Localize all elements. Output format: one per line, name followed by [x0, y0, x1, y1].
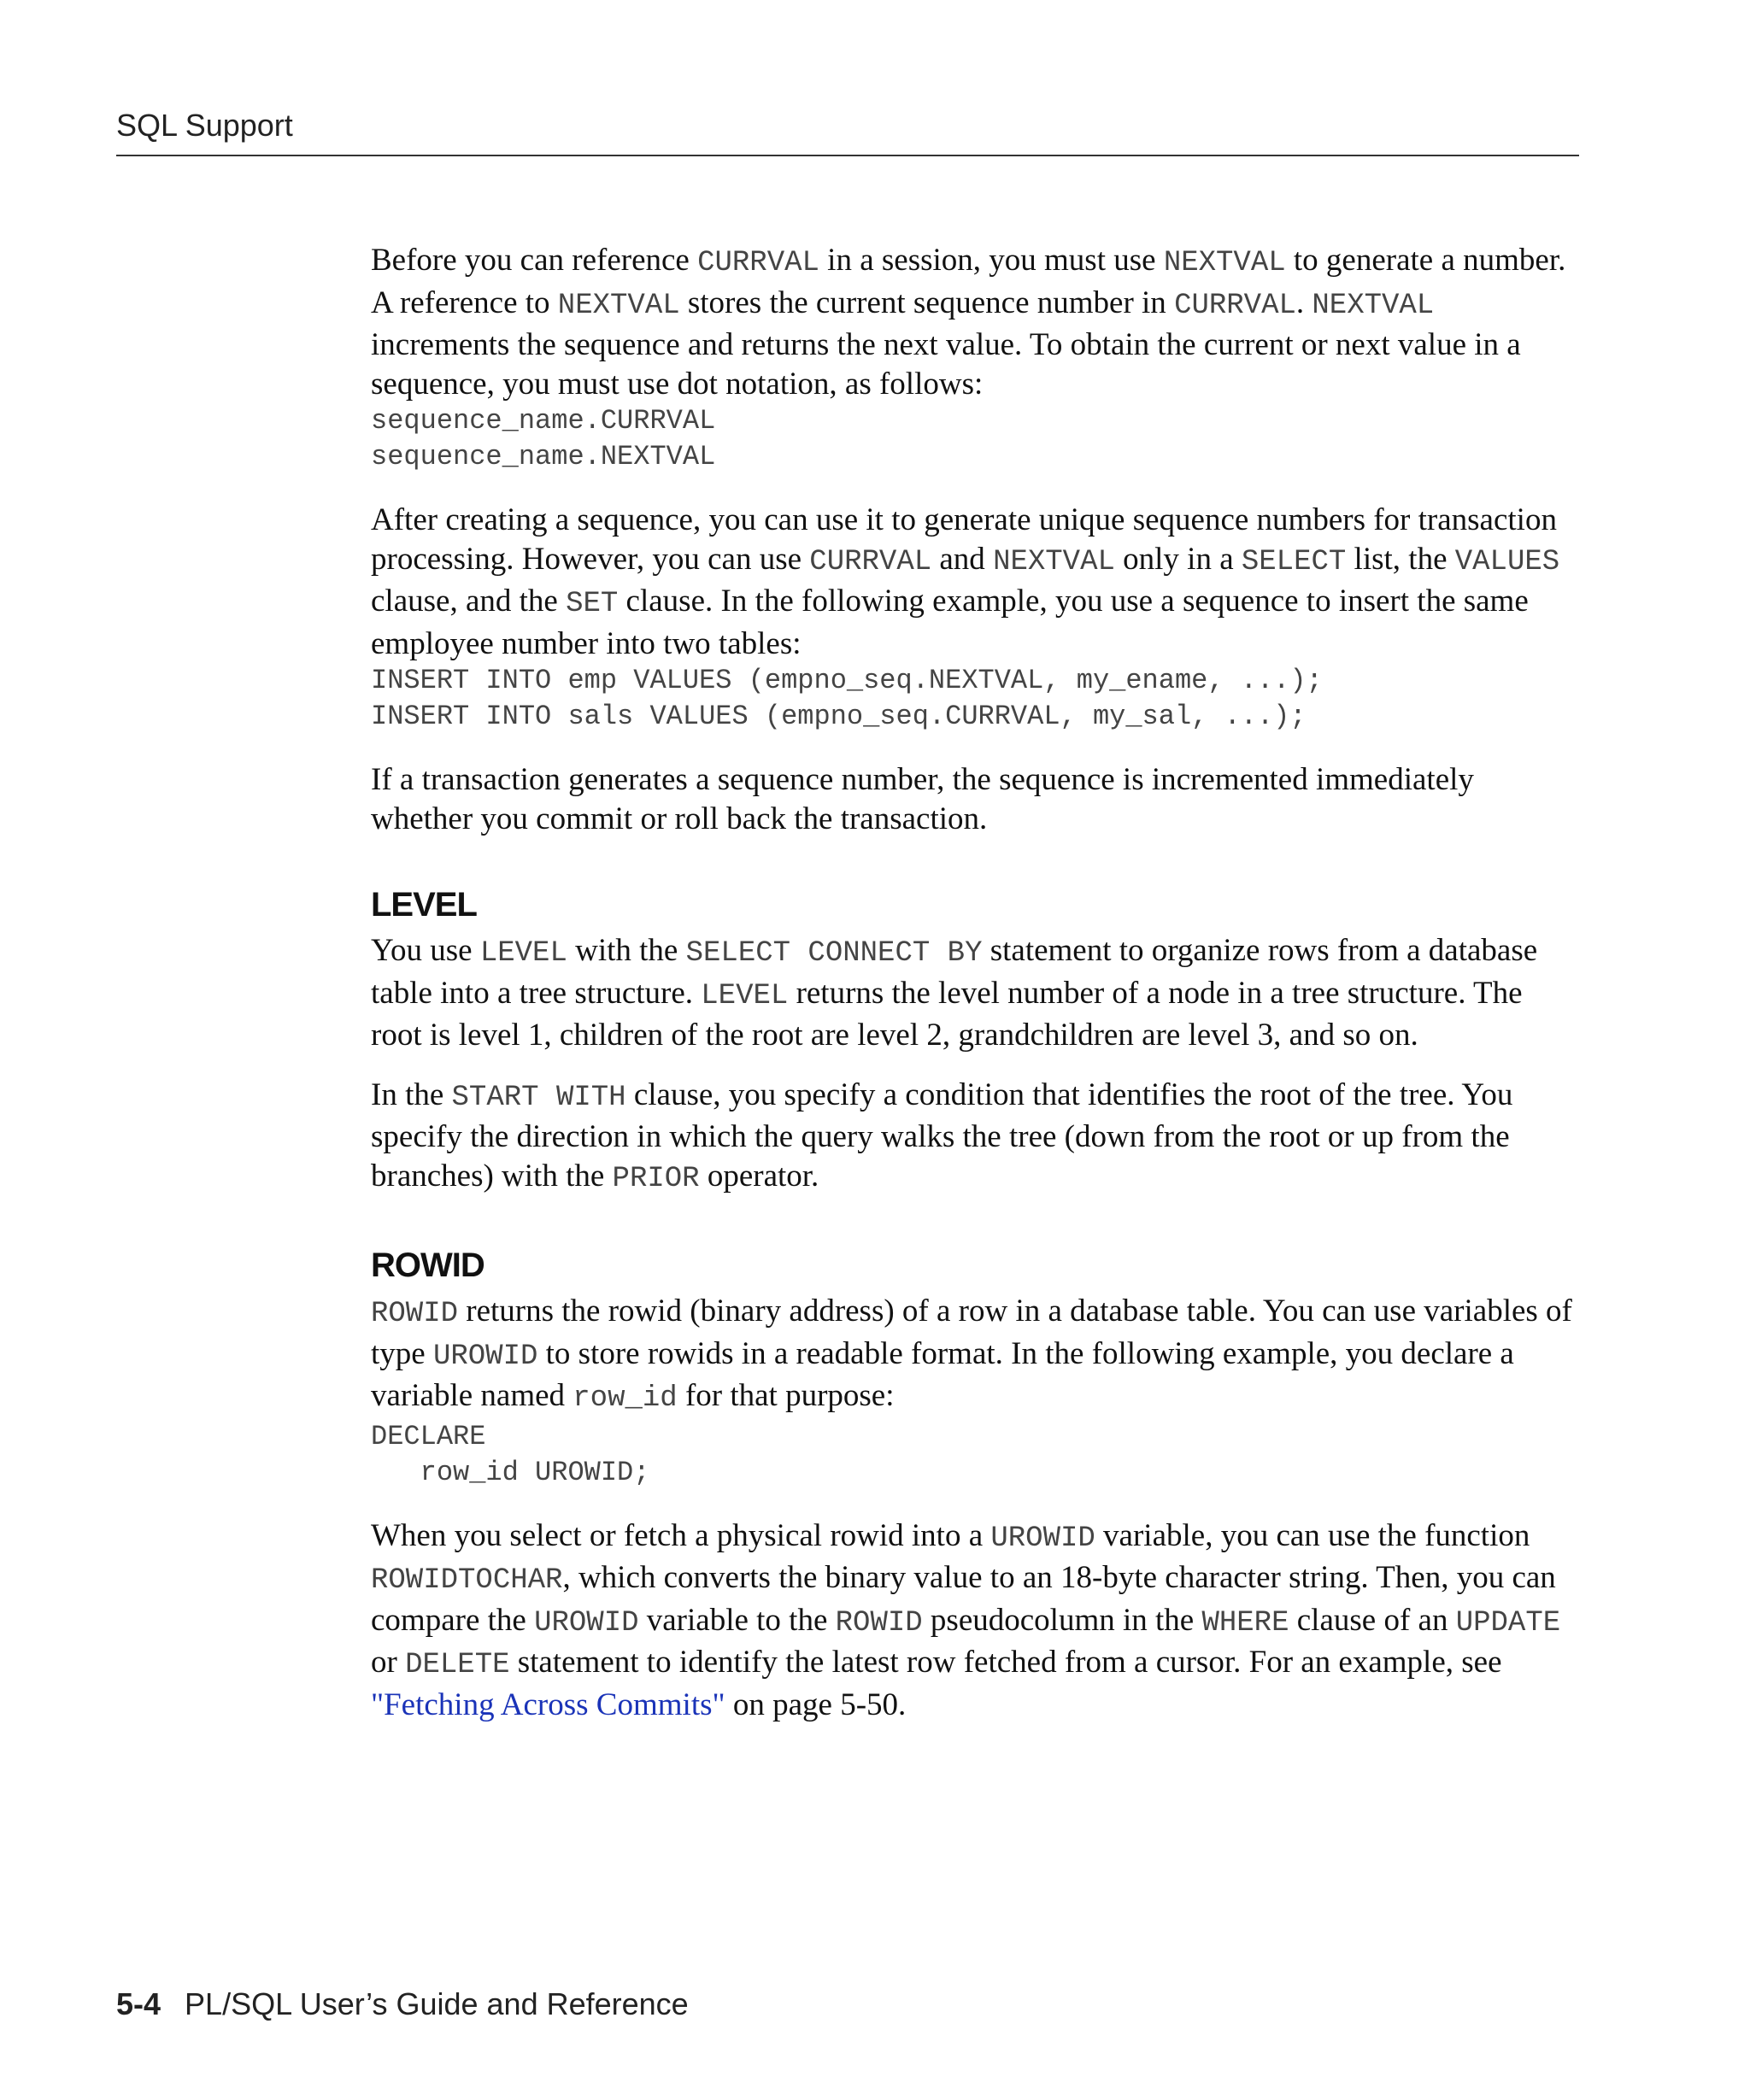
page-number: 5-4	[116, 1986, 161, 2021]
code-declare-urowid: DECLARE row_id UROWID;	[371, 1420, 650, 1488]
paragraph-start-with: In the START WITH clause, you specify a condition that identifies the root of the tree. You specify the direction in which the query walks the tree (down from the root or up from the branches) with the PRIOR operator.	[371, 1076, 1513, 1195]
paragraph-rowidtochar: When you select or fetch a physical rowid into a UROWID variable, you can use the function ROWIDTOCHAR, which converts the binary value to an 18-byte character string. Then, you can compare the UROWID variable to the ROWID pseudocolumn in the WHERE clause of an UPDATE or DELETE statement to identify the latest row fetched from a cursor. For an example, see "Fetching Across Commits" on page 5-50.	[371, 1517, 1561, 1722]
paragraph-currval-nextval: Before you can reference CURRVAL in a session, you must use NEXTVAL to generate a number. A reference to NEXTVAL stores the current sequence number in CURRVAL. NEXTVAL increments the sequence and returns the next value. To obtain the current or next value in a sequence, you must use dot notation, as follows:	[371, 243, 1566, 402]
link-fetching-across-commits[interactable]: "Fetching Across Commits"	[371, 1686, 725, 1722]
code-sequence-notation: sequence_name.CURRVAL sequence_name.NEXTVAL	[371, 405, 716, 472]
code-insert-example: INSERT INTO emp VALUES (empno_seq.NEXTVAL, my_ename, ...); INSERT INTO sals VALUES (empno_seq.CURRVAL, my_sal, ...);	[371, 665, 1323, 732]
page-body	[371, 241, 1579, 1724]
book-title: PL/SQL User’s Guide and Reference	[185, 1986, 689, 2021]
heading-rowid: ROWID	[371, 1247, 484, 1284]
paragraph-rowid-description: ROWID returns the rowid (binary address) of a row in a database table. You can use variables of type UROWID to store rowids in a readable format. In the following example, you declare a variable named row_id for that purpose:	[371, 1293, 1572, 1415]
paragraph-level-description: You use LEVEL with the SELECT CONNECT BY statement to organize rows from a database table into a tree structure. LEVEL returns the level number of a node in a tree structure. The root is level 1, children of the root are level 2, grandchildren are level 3, and so on.	[371, 933, 1538, 1053]
page-footer	[116, 1986, 689, 2022]
paragraph-transaction-note: If a transaction generates a sequence number, the sequence is incremented immediately whether you commit or roll back the transaction.	[371, 762, 1474, 836]
header-rule	[116, 155, 1579, 156]
heading-level: LEVEL	[371, 886, 477, 924]
paragraph-sequence-usage: After creating a sequence, you can use it to generate unique sequence numbers for transaction processing. However, you can use CURRVAL and NEXTVAL only in a SELECT list, the VALUES clause, and the SET clause. In the following example, you use a sequence to insert the same employee number into two tables:	[371, 502, 1560, 661]
running-header: SQL Support	[116, 108, 293, 143]
